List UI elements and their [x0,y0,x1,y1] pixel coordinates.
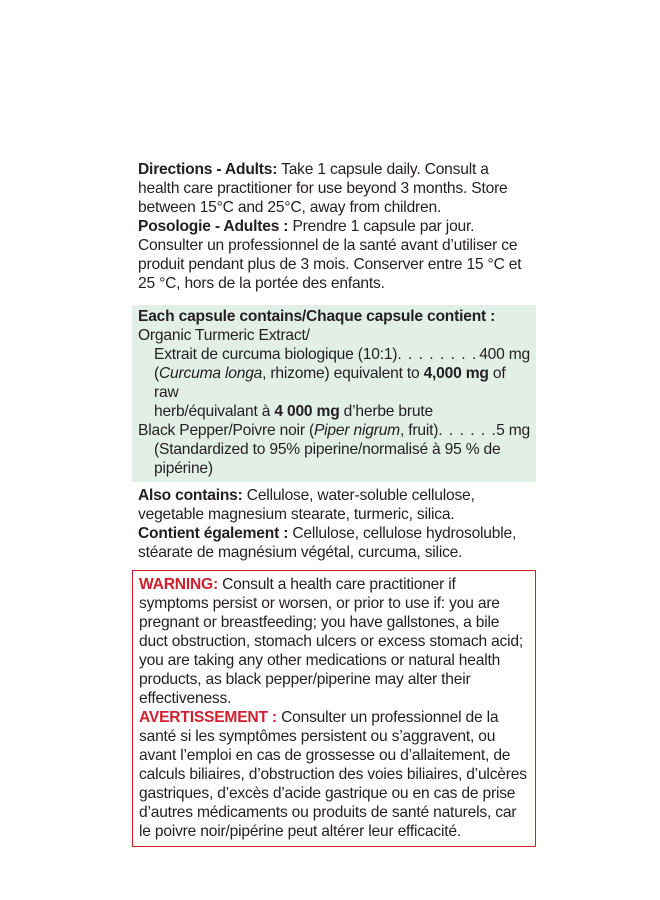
line4-start: herb/équivalant à [154,403,275,420]
leader-dots [438,421,496,440]
warning-en-text: Consult a health care practitioner if symptoms persist or worsen, or prior to use if: you are pregnant or breastfeeding; you have gallstones, a bile duct obstruction, stomach ulcers or excess stomach acid; you are taking any other medications or natural health products, as black pepper/piperine may alter their effectiveness. [139,576,524,707]
directions-fr [138,217,530,293]
also-contains-section [138,486,530,562]
product-label [138,160,530,847]
ingredient-turmeric-amount: 400 mg [479,346,530,363]
line5-start: Black Pepper/Poivre noir ( [138,422,314,439]
warning-box [132,570,536,847]
ingredient-pepper-name [138,421,438,440]
also-fr-title: Contient également : [138,525,289,542]
also-fr [138,524,530,562]
ingredients-title-text: Each capsule contains/Chaque capsule contient : [138,308,496,325]
ingredient-line-6: (Standardized to 95% piperine/normalisé à 95 % de pipérine) [154,441,501,477]
ingredient-line-3 [138,364,530,402]
ingredients-title [138,307,530,326]
line5-end: , fruit) [399,422,439,439]
ingredients-box [132,305,536,482]
also-en-text: Cellulose, water-soluble cellulose, vegetable magnesium stearate, turmeric, silica. [138,487,475,523]
directions-en-title: Directions - Adults: [138,161,278,178]
warning-fr-text: Consulter un professionnel de la santé si les symptômes persistent ou s’aggravent, ou avant l’emploi en cas de grossesse ou d’allaitement, de calculs biliaires, d’obstruction des voies biliaires, d’ulcères gastriques, d’excès d’acide gastrique ou en cas de prise d’autres médicaments ou produits de santé naturels, car le poivre noir/pipérine peut altérer leur efficacité. [139,709,527,840]
warning-en-title: WARNING: [139,576,218,593]
warning-fr [139,708,529,841]
leader-dots [397,345,479,364]
ingredient-pepper-amount: 5 mg [496,422,530,439]
also-fr-text: Cellulose, cellulose hydrosoluble, stéarate de magnésium végétal, curcuma, silice. [138,525,517,561]
line3-end: of raw [154,365,506,401]
also-en-title: Also contains: [138,487,243,504]
ingredient-line-5 [138,421,530,440]
ingredient-line-2 [138,345,530,364]
warning-fr-title: AVERTISSEMENT : [139,709,277,726]
line4-end: d’herbe brute [339,403,433,420]
warning-en [139,575,529,708]
line3-mid: , rhizome) equivalent to [262,365,424,382]
line4-bold: 4 000 mg [274,403,340,420]
also-en [138,486,530,524]
curcuma-longa: Curcuma longa [159,365,263,382]
directions-section [138,160,530,293]
directions-fr-title: Posologie - Adultes : [138,218,289,235]
piper-nigrum: Piper nigrum [313,422,400,439]
line3-bold: 4,000 mg [423,365,489,382]
ingredient-line-1: Organic Turmeric Extract/ [138,327,310,344]
directions-en-text: Take 1 capsule daily. Consult a health care practitioner for use beyond 3 months. Store between 15°C and 25°C, away from children. [138,161,508,216]
directions-fr-text: Prendre 1 capsule par jour. Consulter un professionnel de la santé avant d’utiliser ce produit pendant plus de 3 mois. Conserver entre 15 °C et 25 °C, hors de la portée des enfants. [138,218,522,292]
paren-open: ( [154,365,159,382]
ingredient-line-4 [138,402,530,421]
directions-en [138,160,530,217]
ingredient-turmeric-name: Extrait de curcuma biologique (10:1) [154,346,398,363]
